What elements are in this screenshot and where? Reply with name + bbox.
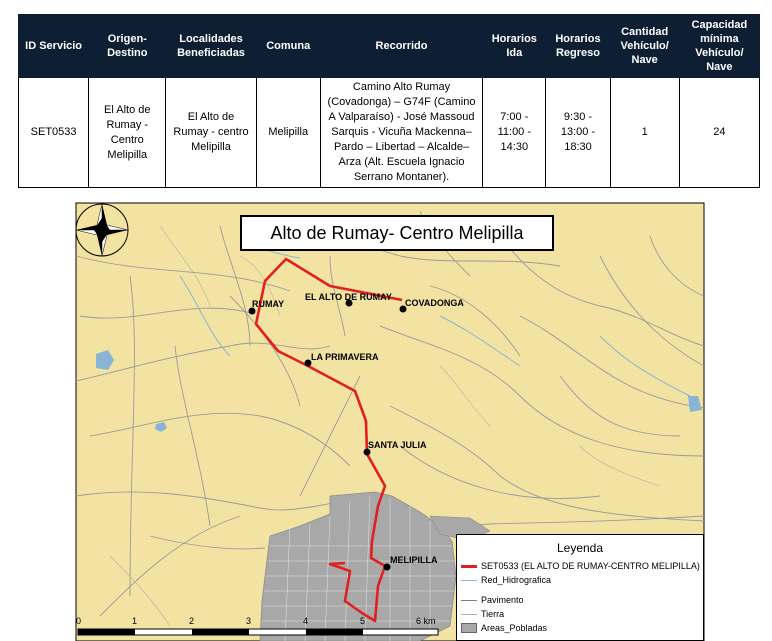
- map-legend: [456, 534, 704, 641]
- compass-rose-icon: [76, 204, 128, 256]
- legend-hydro-label: Red_Hidrografica: [481, 575, 552, 585]
- header-cantidad: Cantidad Vehículo/ Nave: [610, 15, 679, 78]
- dirt-line-icon: [461, 609, 477, 619]
- scale-tick-3: 3: [246, 616, 252, 626]
- cell-origen-destino: El Alto de Rumay - Centro Melipilla: [89, 78, 166, 188]
- scale-tick-2: 2: [189, 616, 195, 626]
- scale-unit: 6 km: [416, 616, 436, 626]
- header-horarios-regreso: Horarios Regreso: [546, 15, 610, 78]
- table-header-row: [19, 15, 760, 78]
- label-covadonga: COVADONGA: [405, 298, 464, 308]
- scale-tick-5: 5: [360, 616, 366, 626]
- label-melipilla: MELIPILLA: [390, 555, 438, 565]
- legend-item-areas: [457, 621, 703, 635]
- header-origen-destino: Origen- Destino: [89, 15, 166, 78]
- cell-capacidad: 24: [679, 78, 759, 188]
- cell-cantidad: 1: [610, 78, 679, 188]
- label-alto-rumay: EL ALTO DE RUMAY: [305, 292, 392, 302]
- scale-tick-4: 4: [303, 616, 309, 626]
- header-capacidad: Capacidad mínima Vehículo/ Nave: [679, 15, 759, 78]
- header-recorrido: Recorrido: [320, 15, 482, 78]
- cell-localidades: El Alto de Rumay - centro Melipilla: [166, 78, 256, 188]
- legend-item-dirt: [457, 607, 703, 621]
- scale-bar: [78, 629, 438, 635]
- legend-item-paved: [457, 593, 703, 607]
- cell-id: SET0533: [19, 78, 89, 188]
- scale-tick-0: 0: [76, 616, 82, 626]
- header-comuna: Comuna: [256, 15, 320, 78]
- cell-horarios-regreso: 9:30 - 13:00 - 18:30: [546, 78, 610, 188]
- service-table: [18, 14, 760, 188]
- legend-areas-label: Areas_Pobladas: [481, 623, 548, 633]
- legend-route-label: SET0533 (EL ALTO DE RUMAY-CENTRO MELIPILLA): [481, 561, 700, 571]
- cell-recorrido: Camino Alto Rumay (Covadonga) – G74F (Camino A Valparaíso) - José Massoud Sarquis - Vicuña Mackenna– Pardo – Libertad – Alcalde– Arza (Alt. Escuela Ignacio Serrano Montaner).: [320, 78, 482, 188]
- legend-paved-label: Pavimento: [481, 595, 524, 605]
- header-localidades: Localidades Beneficiadas: [166, 15, 256, 78]
- paved-line-icon: [461, 595, 477, 605]
- map-title: Alto de Rumay- Centro Melipilla: [240, 215, 554, 251]
- header-horarios-ida: Horarios Ida: [483, 15, 546, 78]
- header-id-servicio: ID Servicio: [19, 15, 89, 78]
- legend-item-route: [457, 559, 703, 573]
- label-rumay: RUMAY: [252, 299, 285, 309]
- label-la-primavera: LA PRIMAVERA: [311, 352, 379, 362]
- route-line-icon: [461, 561, 477, 571]
- table-row: [19, 78, 760, 188]
- cell-horarios-ida: 7:00 - 11:00 - 14:30: [483, 78, 546, 188]
- scale-tick-1: 1: [132, 616, 138, 626]
- legend-title: Leyenda: [556, 541, 604, 555]
- route-map: [0, 196, 772, 641]
- hydro-line-icon: [461, 575, 477, 585]
- cell-comuna: Melipilla: [256, 78, 320, 188]
- legend-item-hydro: [457, 573, 703, 587]
- populated-area-icon: [461, 623, 477, 633]
- legend-dirt-label: Tierra: [481, 609, 505, 619]
- label-santa-julia: SANTA JULIA: [368, 440, 427, 450]
